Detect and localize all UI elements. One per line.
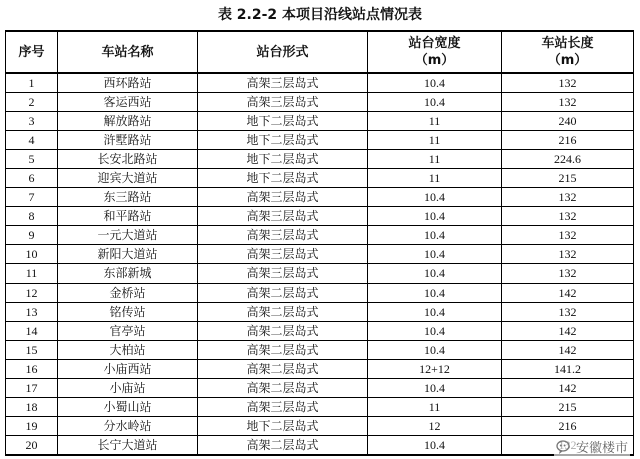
cell-platform-form: 地下二层岛式: [198, 169, 368, 188]
cell-platform-form: 高架二层岛式: [198, 340, 368, 359]
cell-platform-form: 高架三层岛式: [198, 93, 368, 112]
cell-seq: 20: [6, 435, 58, 455]
cell-station-name: 西环路站: [58, 73, 198, 93]
table-header-row: [6, 31, 634, 73]
cell-seq: 5: [6, 150, 58, 169]
cell-seq: 14: [6, 321, 58, 340]
cell-platform-width: 10.4: [368, 283, 502, 302]
cell-platform-width: 11: [368, 131, 502, 150]
cell-platform-width: 12+12: [368, 359, 502, 378]
cell-seq: 9: [6, 226, 58, 245]
table-row: [6, 188, 634, 207]
cell-station-name: 金桥站: [58, 283, 198, 302]
cell-station-name: 小庙西站: [58, 359, 198, 378]
cell-seq: 2: [6, 93, 58, 112]
cell-station-length: 224.6: [502, 150, 634, 169]
table-row: [6, 73, 634, 93]
table-row: [6, 397, 634, 416]
cell-station-length: 132: [502, 226, 634, 245]
cell-station-name: 长安北路站: [58, 150, 198, 169]
cell-platform-width: 10.4: [368, 435, 502, 455]
table-row: [6, 245, 634, 264]
cell-seq: 4: [6, 131, 58, 150]
cell-seq: 8: [6, 207, 58, 226]
cell-seq: 19: [6, 416, 58, 435]
chat-bubble-icon: [556, 439, 572, 455]
cell-platform-width: 11: [368, 397, 502, 416]
table-row: [6, 378, 634, 397]
cell-platform-width: 10.4: [368, 245, 502, 264]
cell-station-name: 小蜀山站: [58, 397, 198, 416]
cell-seq: 17: [6, 378, 58, 397]
cell-station-length: 132: [502, 188, 634, 207]
cell-platform-form: 高架三层岛式: [198, 73, 368, 93]
header-platform-form: 站台形式: [198, 31, 368, 73]
cell-platform-width: 10.4: [368, 188, 502, 207]
station-table: [5, 30, 634, 456]
table-row: [6, 93, 634, 112]
cell-station-name: 小庙站: [58, 378, 198, 397]
cell-platform-form: 地下二层岛式: [198, 150, 368, 169]
table-row: [6, 302, 634, 321]
cell-station-length: 132: [502, 73, 634, 93]
cell-station-length: 132: [502, 207, 634, 226]
cell-station-length: 215: [502, 169, 634, 188]
cell-seq: 1: [6, 73, 58, 93]
cell-seq: 10: [6, 245, 58, 264]
cell-seq: 6: [6, 169, 58, 188]
cell-platform-width: 11: [368, 150, 502, 169]
cell-seq: 16: [6, 359, 58, 378]
header-station-name: 车站名称: [58, 31, 198, 73]
cell-platform-width: 10.4: [368, 93, 502, 112]
cell-platform-width: 10.4: [368, 264, 502, 283]
header-seq: 序号: [6, 31, 58, 73]
cell-station-name: 和平路站: [58, 207, 198, 226]
table-row: [6, 264, 634, 283]
header-station-length-unit: （m）: [547, 53, 588, 68]
cell-seq: 18: [6, 397, 58, 416]
cell-platform-width: 12: [368, 416, 502, 435]
table-row: [6, 359, 634, 378]
table-row: [6, 169, 634, 188]
header-platform-width-unit: （m）: [414, 53, 455, 68]
table-row: [6, 207, 634, 226]
cell-station-name: 客运西站: [58, 93, 198, 112]
cell-seq: 11: [6, 264, 58, 283]
table-row: [6, 112, 634, 131]
header-station-length: [502, 31, 634, 73]
table-row: [6, 435, 634, 455]
cell-seq: 15: [6, 340, 58, 359]
table-caption: 表 2.2-2 本项目沿线站点情况表: [217, 7, 423, 23]
table-row: [6, 131, 634, 150]
cell-station-length: 141.2: [502, 359, 634, 378]
cell-platform-form: 高架二层岛式: [198, 321, 368, 340]
cell-platform-width: 10.4: [368, 340, 502, 359]
cell-platform-form: 高架三层岛式: [198, 188, 368, 207]
cell-platform-form: 地下二层岛式: [198, 416, 368, 435]
cell-platform-form: 高架二层岛式: [198, 359, 368, 378]
table-row: [6, 340, 634, 359]
cell-seq: 3: [6, 112, 58, 131]
cell-station-name: 一元大道站: [58, 226, 198, 245]
cell-seq: 12: [6, 283, 58, 302]
cell-station-name: 长宁大道站: [58, 435, 198, 455]
cell-platform-form: 高架二层岛式: [198, 435, 368, 455]
cell-station-length: 132: [502, 93, 634, 112]
table-row: [6, 416, 634, 435]
header-station-length-label: 车站长度: [541, 36, 594, 51]
cell-platform-form: 高架二层岛式: [198, 302, 368, 321]
cell-station-length: 132: [502, 245, 634, 264]
cell-platform-width: 10.4: [368, 321, 502, 340]
cell-platform-form: 高架三层岛式: [198, 397, 368, 416]
watermark-text: 安徽楼市: [575, 441, 628, 456]
cell-station-name: 东三路站: [58, 188, 198, 207]
cell-platform-form: 高架三层岛式: [198, 207, 368, 226]
cell-station-length: 216: [502, 416, 634, 435]
table-body: [6, 73, 634, 455]
cell-station-length: 132: [502, 264, 634, 283]
cell-platform-width: 10.4: [368, 226, 502, 245]
cell-station-length: 240: [502, 112, 634, 131]
cell-station-length: 142: [502, 340, 634, 359]
table-row: [6, 150, 634, 169]
cell-station-name: 浒墅路站: [58, 131, 198, 150]
cell-station-length: 216: [502, 131, 634, 150]
cell-platform-width: 10.4: [368, 302, 502, 321]
cell-platform-width: 11: [368, 169, 502, 188]
cell-platform-width: 11: [368, 112, 502, 131]
header-platform-width: [368, 31, 502, 73]
cell-station-name: 铭传站: [58, 302, 198, 321]
cell-platform-form: 地下二层岛式: [198, 112, 368, 131]
cell-station-length: 142: [502, 321, 634, 340]
cell-station-name: 官亭站: [58, 321, 198, 340]
cell-station-name: 新阳大道站: [58, 245, 198, 264]
cell-platform-form: 高架二层岛式: [198, 378, 368, 397]
cell-platform-form: 高架三层岛式: [198, 264, 368, 283]
watermark: [554, 437, 630, 456]
cell-seq: 7: [6, 188, 58, 207]
cell-station-name: 大柏站: [58, 340, 198, 359]
cell-platform-width: 10.4: [368, 207, 502, 226]
cell-platform-width: 10.4: [368, 73, 502, 93]
cell-platform-width: 10.4: [368, 378, 502, 397]
cell-platform-form: 高架三层岛式: [198, 245, 368, 264]
table-row: [6, 283, 634, 302]
cell-platform-form: 地下二层岛式: [198, 131, 368, 150]
cell-platform-form: 高架三层岛式: [198, 226, 368, 245]
cell-station-length: 215: [502, 397, 634, 416]
cell-station-name: 东部新城: [58, 264, 198, 283]
cell-station-length: 142: [502, 378, 634, 397]
cell-station-length: 142: [502, 283, 634, 302]
cell-station-name: 解放路站: [58, 112, 198, 131]
cell-station-name: 分水岭站: [58, 416, 198, 435]
header-platform-width-label: 站台宽度: [408, 36, 461, 51]
table-row: [6, 226, 634, 245]
cell-seq: 13: [6, 302, 58, 321]
cell-platform-form: 高架二层岛式: [198, 283, 368, 302]
cell-station-name: 迎宾大道站: [58, 169, 198, 188]
cell-station-length: 132: [502, 302, 634, 321]
table-row: [6, 321, 634, 340]
